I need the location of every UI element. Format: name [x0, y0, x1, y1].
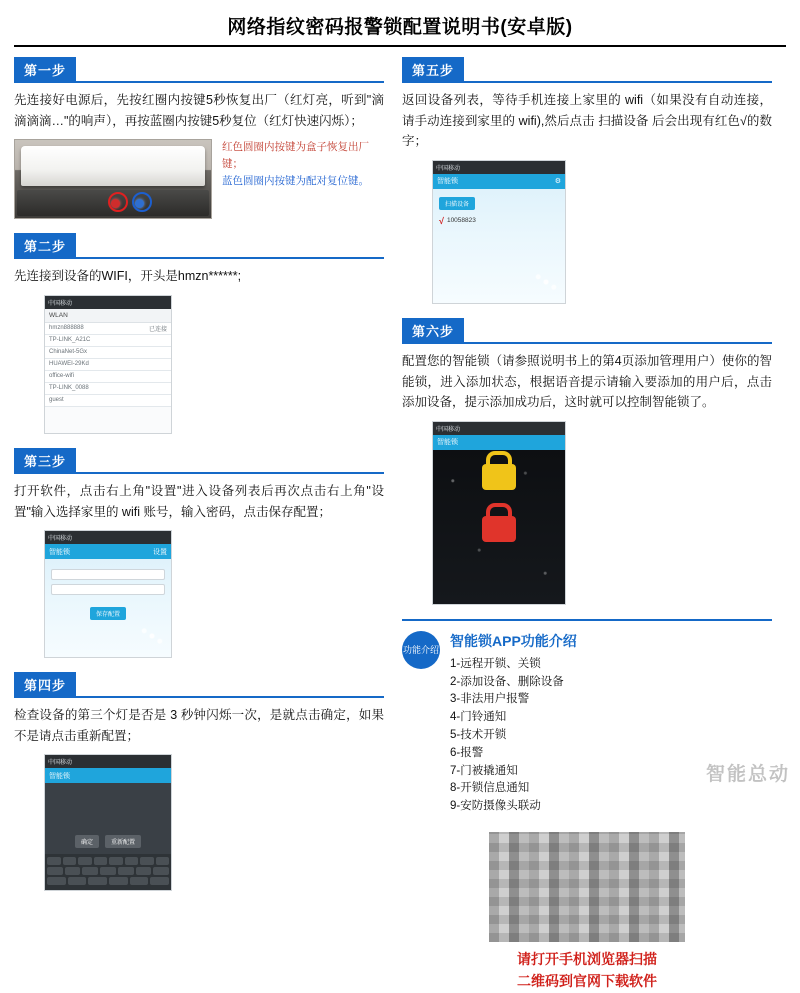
carrier-label: 中国移动 — [436, 426, 461, 433]
key[interactable] — [94, 857, 108, 865]
app-title: 智能锁 — [49, 548, 70, 556]
list-item: 8-开锁信息通知 — [450, 782, 530, 795]
list-item[interactable] — [45, 323, 171, 335]
step-4-phone-screenshot — [44, 754, 172, 891]
wifi-state: 已连接 — [148, 326, 167, 333]
key[interactable] — [118, 867, 134, 875]
device-list-row[interactable] — [439, 216, 559, 226]
app-title-bar — [433, 435, 565, 450]
step-5-phone-screenshot — [432, 160, 566, 304]
keyboard-row — [47, 877, 169, 885]
wifi-ssid: guest — [49, 397, 64, 404]
list-item[interactable] — [45, 347, 171, 359]
key[interactable] — [78, 857, 92, 865]
list-item[interactable] — [45, 371, 171, 383]
phone-status-bar — [45, 755, 171, 768]
dialog-backdrop — [45, 783, 171, 835]
key[interactable] — [109, 877, 128, 885]
key[interactable] — [88, 877, 107, 885]
key[interactable] — [47, 857, 61, 865]
page-title: 网络指纹密码报警锁配置说明书(安卓版) — [227, 17, 573, 38]
right-column — [402, 57, 772, 993]
wifi-ssid: TP-LINK_0088 — [49, 385, 89, 392]
gear-icon[interactable]: 设置 — [153, 548, 167, 556]
list-item[interactable] — [45, 383, 171, 395]
device-body — [21, 146, 205, 186]
gear-icon[interactable]: ⚙ — [554, 178, 561, 186]
list-item[interactable] — [45, 335, 171, 347]
step-2-text: 先连接到设备的WIFI，开头是hmzn******; — [14, 269, 242, 284]
save-config-button[interactable]: 保存配置 — [90, 607, 126, 620]
key[interactable] — [130, 877, 149, 885]
feature-title: 智能锁APP功能介绍 — [450, 632, 577, 649]
key[interactable] — [156, 857, 170, 865]
lock-open-icon[interactable] — [482, 464, 516, 490]
key[interactable] — [153, 867, 169, 875]
qr-caption-line-2: 二维码到官网下载软件 — [517, 973, 657, 990]
step-1-label: 第一步 — [14, 57, 76, 83]
step-3-block — [14, 448, 384, 658]
step-3-phone-screenshot — [44, 530, 172, 658]
list-item[interactable] — [45, 395, 171, 407]
carrier-label: 中国移动 — [48, 536, 73, 543]
device-photo — [14, 139, 212, 219]
reconfigure-button[interactable]: 重新配置 — [105, 835, 141, 848]
device-id: 10058823 — [446, 217, 476, 225]
step-2-label: 第二步 — [14, 233, 76, 259]
step-1-block — [14, 57, 384, 219]
carrier-label: 中国移动 — [48, 760, 73, 767]
key[interactable] — [82, 867, 98, 875]
step-6-text: 配置您的智能锁（请参照说明书上的第4页添加管理用户）使你的智能锁，进入添加状态，根据语音提示请输入要添加的用户后，点击添加设备，提示添加成功后，这时就可以控制智能锁了。 — [402, 353, 772, 410]
key[interactable] — [47, 877, 66, 885]
app-title: 智能锁 — [49, 772, 70, 780]
key[interactable] — [109, 857, 123, 865]
carrier-label: 中国移动 — [48, 300, 73, 307]
step-2-block — [14, 233, 384, 434]
key[interactable] — [140, 857, 154, 865]
app-title: 智能锁 — [437, 178, 458, 186]
phone-status-bar — [433, 422, 565, 435]
wifi-password-input[interactable] — [51, 584, 165, 595]
list-item: 1-远程开锁、关锁 — [450, 657, 541, 670]
wifi-ssid: office-wifi — [49, 373, 74, 380]
two-column-layout — [14, 57, 786, 993]
list-item: 7-门被撬通知 — [450, 764, 518, 777]
lock-closed-icon[interactable] — [482, 516, 516, 542]
dialog-buttons — [45, 835, 171, 854]
qr-caption — [402, 948, 772, 993]
step-6-phone-screenshot — [432, 421, 566, 605]
step-3-text: 打开软件，点击右上角"设置"进入设备列表后再次点击右上角"设置"输入选择家里的 wifi 账号，输入密码，点击保存配置； — [14, 483, 384, 519]
watermark: 智能总动 — [705, 764, 790, 785]
phone-status-bar — [45, 531, 171, 544]
step-4-block — [14, 672, 384, 891]
qr-caption-line-1: 请打开手机浏览器扫描 — [517, 951, 657, 968]
on-screen-keyboard[interactable] — [45, 854, 171, 890]
step-4-label: 第四步 — [14, 672, 76, 698]
keyboard-row — [47, 867, 169, 875]
phone-status-bar — [433, 161, 565, 174]
key[interactable] — [136, 867, 152, 875]
list-item: 2-添加设备、删除设备 — [450, 675, 564, 688]
app-title: 智能锁 — [437, 439, 458, 447]
key[interactable] — [47, 867, 63, 875]
step-4-text: 检查设备的第三个灯是否是 3 秒钟闪烁一次，是就点击确定，如果不是请点击重新配置； — [14, 708, 384, 743]
confirm-button[interactable]: 确定 — [75, 835, 99, 848]
list-item: 5-技术开锁 — [450, 729, 507, 741]
step-5-text: 返回设备列表，等待手机连接上家里的 wifi（如果没有自动连接，请手动连接到家里的 wifi),然后点击 扫描设备 后会出现有红色√的数字； — [402, 93, 772, 149]
app-title-bar — [45, 768, 171, 783]
device-photo-caption — [222, 139, 372, 189]
key[interactable] — [63, 857, 77, 865]
app-title-bar — [45, 544, 171, 559]
config-form — [45, 559, 171, 657]
qr-code-image — [489, 832, 685, 942]
lock-control-screen — [433, 450, 565, 604]
device-list-panel — [433, 189, 565, 303]
step-5-label: 第五步 — [402, 57, 464, 83]
list-item: 4-门铃通知 — [450, 711, 507, 724]
caption-red: 红色圆圈内按键为盒子恢复出厂键； — [222, 141, 369, 171]
key[interactable] — [65, 867, 81, 875]
key[interactable] — [150, 877, 169, 885]
app-title-bar — [433, 174, 565, 189]
list-item: 3-非法用户报警 — [450, 693, 530, 706]
wifi-list-empty-space — [45, 407, 171, 433]
title-divider — [14, 45, 786, 47]
left-column — [14, 57, 384, 993]
scan-device-button[interactable]: 扫描设备 — [439, 197, 475, 210]
carrier-label: 中国移动 — [436, 165, 461, 172]
phone-status-bar — [45, 296, 171, 309]
wifi-ssid: TP-LINK_A21C — [49, 337, 91, 344]
step-1-text: 先连接好电源后，先按红圈内按键5秒恢复出厂（红灯亮，听到"滴滴滴滴…"的响声），再按蓝圈内按键5秒复位（红灯快速闪烁）； — [14, 93, 384, 128]
step-5-block — [402, 57, 772, 304]
feature-divider — [402, 619, 772, 621]
step-2-phone-screenshot — [44, 295, 172, 434]
keyboard-row — [47, 857, 169, 865]
caption-blue: 蓝色圆圈内按键为配对复位键。 — [222, 174, 369, 187]
step-1-photo-row — [14, 139, 384, 219]
check-icon: √ — [439, 215, 444, 226]
wifi-ssid: HUAWEI-29Kd — [49, 361, 89, 368]
list-item: 9-安防摄像头联动 — [450, 800, 541, 813]
wifi-ssid-input[interactable] — [51, 569, 165, 580]
step-3-label: 第三步 — [14, 448, 76, 474]
wifi-ssid: hmzn888888 — [49, 325, 84, 332]
key[interactable] — [125, 857, 139, 865]
key[interactable] — [100, 867, 116, 875]
wifi-settings-title: WLAN — [45, 309, 171, 323]
key[interactable] — [68, 877, 87, 885]
feature-list — [450, 656, 577, 816]
wifi-ssid: ChinaNet-5Gx — [49, 349, 88, 356]
step-6-label: 第六步 — [402, 318, 464, 344]
feature-section — [402, 631, 772, 816]
feature-body — [450, 631, 577, 816]
list-item[interactable] — [45, 359, 171, 371]
feature-badge: 功能介绍 — [402, 631, 440, 669]
list-item: 6-报警 — [450, 746, 484, 759]
step-6-block — [402, 318, 772, 605]
